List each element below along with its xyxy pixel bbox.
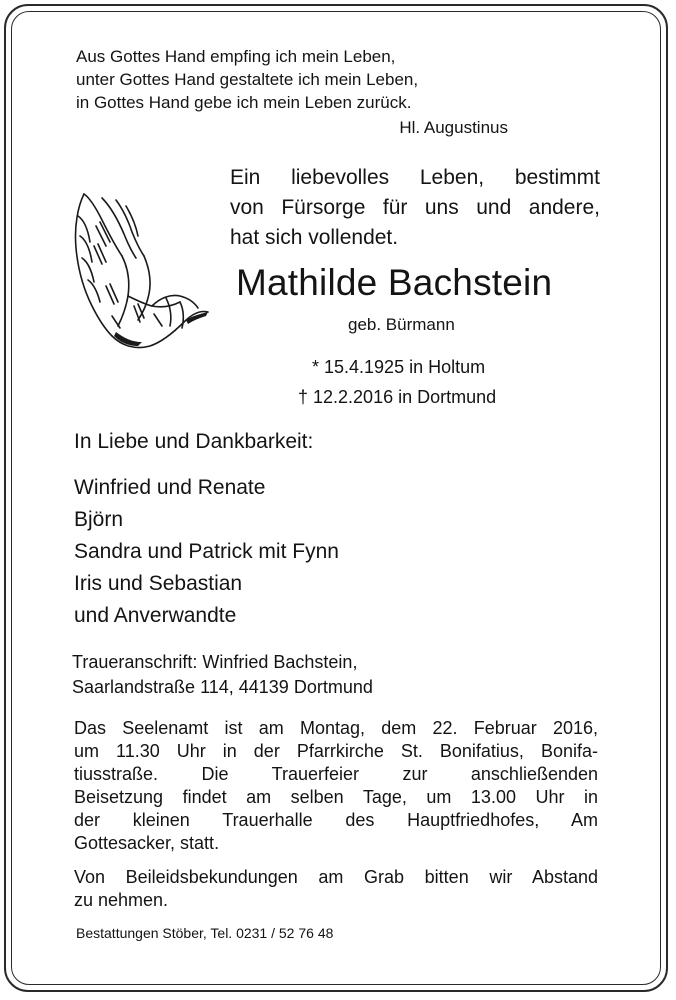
service-line-1: Das Seelenamt ist am Montag, dem 22. Februar 2016, [74,718,598,738]
quote-author: Hl. Augustinus [399,118,508,137]
mourner-name: Björn [74,508,124,531]
intro-line-3: hat sich vollendet. [230,226,399,249]
address-line-1: Traueranschrift: Winfried Bachstein, [72,652,358,672]
deceased-name: Mathilde Bachstein [236,262,553,303]
birth-name: geb. Bürmann [348,315,455,334]
mourner-name: und Anverwandte [74,604,237,627]
quote-line-3: in Gottes Hand gebe ich mein Leben zurück. [76,93,412,112]
request-line-2: zu nehmen. [74,890,169,910]
death-date: † 12.2.2016 in Dortmund [298,387,497,407]
service-line-3: tiusstraße. Die Trauerfeier zur anschließenden [74,764,598,784]
service-line-5: der kleinen Trauerhalle des Hauptfriedhofes, Am [74,810,598,830]
mourner-name: Iris und Sebastian [74,572,243,595]
mourner-name: Winfried und Renate [74,476,266,499]
mourner-name: Sandra und Patrick mit Fynn [74,540,339,563]
mourners-heading: In Liebe und Dankbarkeit: [74,430,314,453]
service-line-4: Beisetzung findet am selben Tage, um 13.00 Uhr in [74,787,598,807]
intro-line-2: von Fürsorge für uns und andere, [230,196,600,219]
service-line-2: um 11.30 Uhr in der Pfarrkirche St. Bonifatius, Bonifa- [74,741,598,761]
address-line-2: Saarlandstraße 114, 44139 Dortmund [72,677,373,697]
intro-line-1: Ein liebevolles Leben, bestimmt [230,166,600,189]
undertaker-footer: Bestattungen Stöber, Tel. 0231 / 52 76 48 [76,925,334,941]
praying-hands-icon [66,186,212,352]
service-line-6: Gottesacker, statt. [74,833,220,853]
birth-date: * 15.4.1925 in Holtum [312,357,486,377]
request-line-1: Von Beileidsbekundungen am Grab bitten wir Abstand [74,867,598,887]
quote-line-2: unter Gottes Hand gestaltete ich mein Leben, [76,70,419,89]
quote-line-1: Aus Gottes Hand empfing ich mein Leben, [76,47,396,66]
